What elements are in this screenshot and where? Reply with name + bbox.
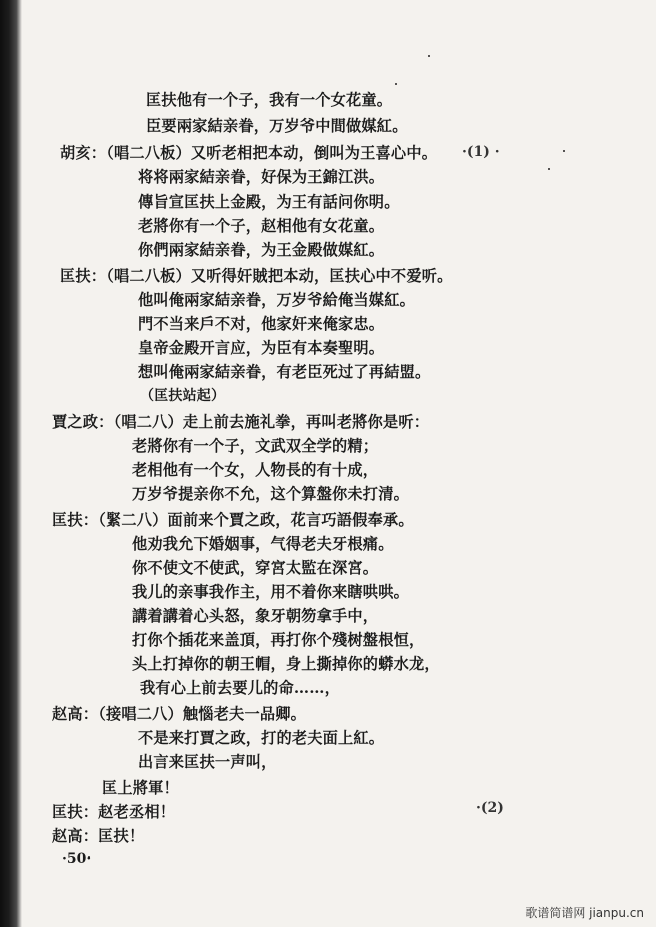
line-text: 皇帝金殿开言应，为臣有本奏聖明。 xyxy=(138,339,385,357)
line-text: 匡上將軍！ xyxy=(102,779,179,797)
line-text: 老相他有一个女，人物長的有十成， xyxy=(132,461,379,479)
verse-line xyxy=(132,606,378,626)
line-text: 你不使文不使武，穿宮太監在深宮。 xyxy=(132,559,379,577)
line-text: 他劝我允下婚姻事，气得老夫牙根痛。 xyxy=(132,535,394,553)
verse-line xyxy=(138,314,384,334)
line-text: 我有心上前去要儿的命……， xyxy=(140,679,341,697)
line-text: 出言来匡扶一声叫， xyxy=(138,753,277,771)
line-text: （緊二八）面前来个賈之政，花言巧語假奉承。 xyxy=(98,511,414,529)
line-text: 臣要兩家結亲眷，万岁爷中間做媒紅。 xyxy=(146,117,408,135)
line-text: （唱二八板）又听得奸賊把本动，匡扶心中不爱听。 xyxy=(106,267,453,285)
verse-line xyxy=(60,143,437,163)
margin-note: ·(2) xyxy=(476,800,504,816)
verse-line xyxy=(140,678,340,698)
verse-line xyxy=(52,802,175,822)
line-text: 匡扶！ xyxy=(98,827,145,845)
verse-line xyxy=(132,630,424,650)
line-text: 門不当来戶不对，他家奸来俺家忠。 xyxy=(138,315,385,333)
line-text: 我儿的亲事我作主，用不着你来瞎哄哄。 xyxy=(132,583,409,601)
site-watermark: 歌谱简谱网 jianpu.cn xyxy=(525,906,644,920)
verse-line xyxy=(132,654,440,674)
line-text: 講着講着心头怒，象牙朝笏拿手中， xyxy=(132,607,379,625)
verse-line xyxy=(132,582,409,602)
verse-line xyxy=(132,460,378,480)
verse-line xyxy=(138,728,384,748)
speaker-label: 赵高： xyxy=(52,827,99,845)
line-text: 赵老丞相！ xyxy=(98,803,176,821)
verse-line xyxy=(146,90,392,110)
verse-line xyxy=(132,534,394,554)
verse-line xyxy=(52,826,144,846)
speaker-label: 赵高： xyxy=(52,705,99,723)
line-text: （匡扶站起） xyxy=(140,388,226,404)
margin-note: ·(1) · xyxy=(462,144,500,160)
speaker-label: 賈之政： xyxy=(52,413,114,431)
stage-direction xyxy=(140,386,225,406)
verse-line xyxy=(138,362,430,382)
binding-edge xyxy=(0,0,22,927)
page-number: ·50· xyxy=(62,851,92,867)
print-speck xyxy=(428,55,430,57)
line-text: （唱二八板）又听老相把本动，倒叫为王喜心中。 xyxy=(106,144,438,162)
print-speck xyxy=(395,83,397,85)
verse-line xyxy=(138,290,415,310)
speaker-label: 匡扶： xyxy=(60,267,107,285)
line-text: （接唱二八）触惱老夫一品卿。 xyxy=(98,705,306,723)
line-text: 想叫俺兩家結亲眷，有老臣死过了再結盟。 xyxy=(138,363,431,381)
line-text: 万岁爷提亲你不允，这个算盤你未打清。 xyxy=(132,485,409,503)
speaker-label: 胡亥： xyxy=(60,144,107,162)
line-text: （唱二八）走上前去施礼拳，再叫老將你是听： xyxy=(113,413,430,431)
line-text: 老將你有一个子，赵相他有女花童。 xyxy=(138,217,385,235)
line-text: 傳旨宣匡扶上金殿，为王有話问你明。 xyxy=(138,193,400,211)
verse-line xyxy=(132,484,409,504)
verse-line xyxy=(132,558,378,578)
verse-line xyxy=(52,510,414,530)
line-text: 老將你有一个子，文武双全学的精； xyxy=(132,437,379,455)
verse-line xyxy=(138,338,384,358)
verse-line xyxy=(138,240,384,260)
verse-line xyxy=(138,752,277,772)
verse-line xyxy=(146,116,408,136)
verse-line xyxy=(132,436,378,456)
verse-line xyxy=(138,192,400,212)
verse-line xyxy=(138,216,384,236)
line-text: 匡扶他有一个子，我有一个女花童。 xyxy=(146,91,393,109)
verse-line xyxy=(52,412,429,432)
speaker-label: 匡扶： xyxy=(52,803,99,821)
speaker-label: 匡扶： xyxy=(52,511,99,529)
line-text: 头上打掉你的朝王帽，身上撕掉你的蟒水龙， xyxy=(132,655,440,673)
verse-line xyxy=(102,778,179,798)
print-speck xyxy=(563,150,565,152)
line-text: 打你个插花来盖頂，再打你个殘树盤根恒， xyxy=(132,631,425,649)
line-text: 不是来打賈之政，打的老夫面上紅。 xyxy=(138,729,385,747)
print-speck xyxy=(548,168,550,170)
verse-line xyxy=(52,704,306,724)
line-text: 你們兩家結亲眷，为王金殿做媒紅。 xyxy=(138,241,385,259)
line-text: 将将兩家結亲眷，好保为王錦江洪。 xyxy=(138,168,385,186)
verse-line xyxy=(138,167,384,187)
line-text: 他叫俺兩家結亲眷，万岁爷給俺当媒紅。 xyxy=(138,291,415,309)
verse-line xyxy=(60,266,452,286)
